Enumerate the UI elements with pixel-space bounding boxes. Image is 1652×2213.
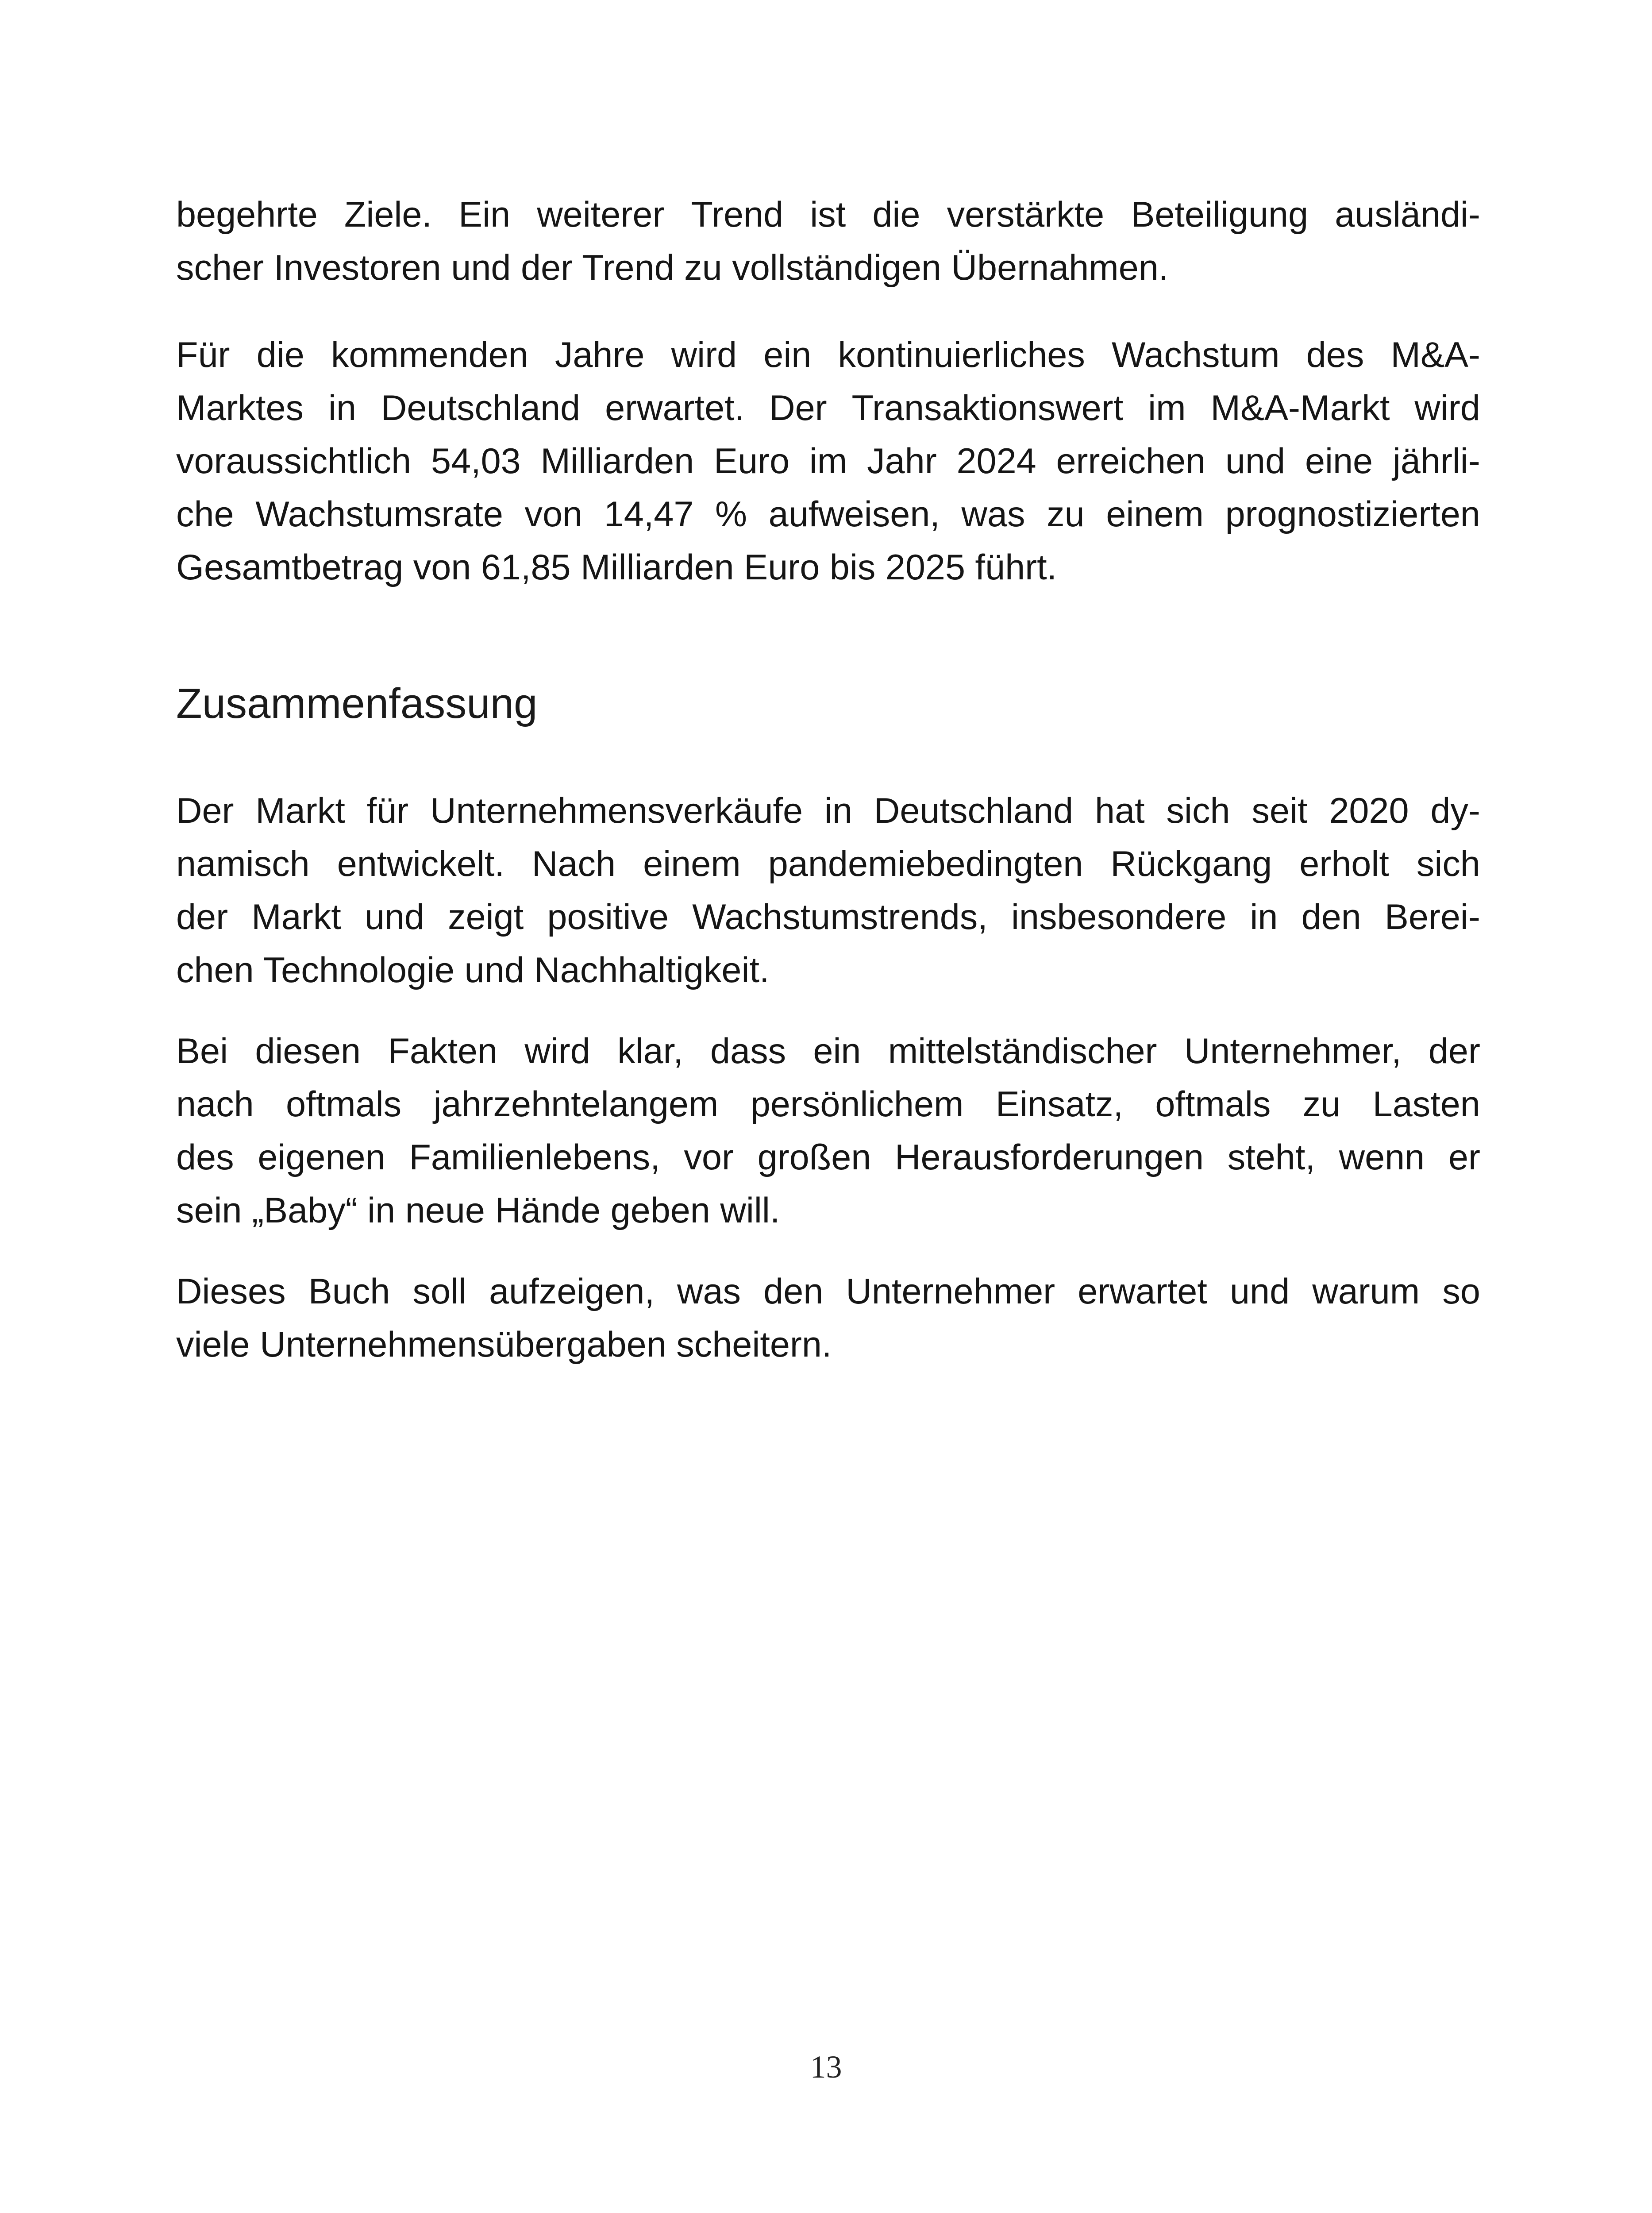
word: erholt (1299, 844, 1389, 884)
word: 54,03 (431, 441, 521, 481)
text-line: chen Technologie und Nachhaltigkeit. (176, 950, 770, 990)
word: klar, (617, 1031, 683, 1071)
word: so (1442, 1272, 1480, 1311)
word: wird (1414, 388, 1480, 428)
word: den (763, 1272, 824, 1311)
word: diesen (255, 1031, 361, 1071)
word: einem (1106, 494, 1204, 534)
word: und (1229, 1272, 1290, 1311)
word: Für (176, 335, 230, 375)
paragraph-trends (176, 188, 1480, 294)
word: Ein (458, 195, 511, 235)
word: warum (1312, 1272, 1420, 1311)
text-line (176, 1078, 1480, 1131)
word: ausländi- (1335, 195, 1480, 235)
word: jährli- (1392, 441, 1480, 481)
word: einem (643, 844, 741, 884)
word: die (256, 335, 304, 375)
word: voraussichtlich (176, 441, 412, 481)
paragraph-summary (176, 784, 1480, 997)
word: wenn (1339, 1137, 1425, 1177)
word: Nach (531, 844, 616, 884)
word: Milliarden (540, 441, 694, 481)
word: Fakten (388, 1031, 498, 1071)
word: Euro (713, 441, 790, 481)
word: des (1306, 335, 1364, 375)
word: 2024 (956, 441, 1036, 481)
word: zu (1302, 1084, 1341, 1124)
text-line: sein „Baby“ in neue Hände geben will. (176, 1191, 780, 1230)
word: eine (1305, 441, 1373, 481)
paragraph-forecast (176, 328, 1480, 594)
word: aufzeigen, (489, 1272, 655, 1311)
text-line: Gesamtbetrag von 61,85 Milliarden Euro bis 2025 führt. (176, 547, 1057, 587)
word: den (1301, 897, 1361, 937)
word: mittelständischer (888, 1031, 1157, 1071)
word: in (328, 388, 356, 428)
text-line (176, 837, 1480, 891)
word: dass (710, 1031, 786, 1071)
word: Markt (251, 897, 341, 937)
word: Wachstumstrends, (692, 897, 988, 937)
word: entwickelt. (337, 844, 504, 884)
word: und (1225, 441, 1286, 481)
word: im (1148, 388, 1186, 428)
word: namisch (176, 844, 310, 884)
text-line (176, 435, 1480, 488)
text-line (176, 328, 1480, 382)
word: des (176, 1137, 234, 1177)
word: kommenden (331, 335, 528, 375)
word: aufweisen, (768, 494, 940, 534)
paragraph-book-purpose (176, 1265, 1480, 1371)
word: Marktes (176, 388, 304, 428)
word: Markt (255, 791, 345, 831)
text-line (176, 891, 1480, 944)
word: Deutschland (381, 388, 581, 428)
word: weiterer (537, 195, 665, 235)
word: erwartet (1078, 1272, 1207, 1311)
word: der (176, 897, 228, 937)
word: zu (1047, 494, 1085, 534)
text-line (176, 784, 1480, 837)
word: erwartet. (605, 388, 745, 428)
word: steht, (1227, 1137, 1315, 1177)
word: 14,47 (604, 494, 694, 534)
word: und (364, 897, 424, 937)
word: % (715, 494, 747, 534)
word: soll (412, 1272, 466, 1311)
word: Transaktionswert (851, 388, 1124, 428)
word: ist (810, 195, 846, 235)
word: seit (1252, 791, 1308, 831)
word: Dieses (176, 1272, 286, 1311)
word: Herausforderungen (895, 1137, 1204, 1177)
text-line (176, 1265, 1480, 1318)
word: für (366, 791, 409, 831)
text-line (176, 1025, 1480, 1078)
text-line (176, 188, 1480, 241)
word: nach (176, 1084, 254, 1124)
word: Familienlebens, (409, 1137, 660, 1177)
word: Der (769, 388, 827, 428)
word: Buch (308, 1272, 390, 1311)
word: großen (757, 1137, 871, 1177)
section-heading: Zusammenfassung (176, 680, 538, 727)
word: Trend (691, 195, 784, 235)
word: Unternehmer (846, 1272, 1055, 1311)
word: im (809, 441, 847, 481)
word: erreichen (1056, 441, 1206, 481)
word: M&A-Markt (1210, 388, 1390, 428)
paragraph-challenges (176, 1025, 1480, 1237)
word: Einsatz, (995, 1084, 1123, 1124)
word: 2020 (1329, 791, 1409, 831)
word: M&A- (1390, 335, 1480, 375)
word: in (1250, 897, 1278, 937)
word: Rückgang (1110, 844, 1272, 884)
text-line (176, 382, 1480, 435)
word: Der (176, 791, 234, 831)
word: Berei- (1384, 897, 1480, 937)
word: Beteiligung (1131, 195, 1309, 235)
word: Ziele. (344, 195, 432, 235)
text-line (176, 488, 1480, 541)
word: Lasten (1372, 1084, 1480, 1124)
word: sich (1166, 791, 1230, 831)
word: Bei (176, 1031, 228, 1071)
word: Wachstum (1111, 335, 1280, 375)
text-line: scher Investoren und der Trend zu vollständigen Übernahmen. (176, 248, 1169, 288)
word: von (524, 494, 583, 534)
word: kontinuierliches (838, 335, 1085, 375)
word: ein (763, 335, 812, 375)
word: die (872, 195, 920, 235)
word: Jahre (555, 335, 645, 375)
word: pandemiebedingten (768, 844, 1083, 884)
word: oftmals (286, 1084, 402, 1124)
word: persönlichem (750, 1084, 964, 1124)
word: was (961, 494, 1025, 534)
word: begehrte (176, 195, 318, 235)
word: er (1448, 1137, 1480, 1177)
word: Wachstumsrate (255, 494, 503, 534)
word: Jahr (867, 441, 937, 481)
word: Unternehmensverkäufe (430, 791, 803, 831)
word: prognostizierten (1225, 494, 1480, 534)
text-line (176, 1131, 1480, 1184)
word: positive (547, 897, 669, 937)
word: che (176, 494, 234, 534)
word: Unternehmer, (1184, 1031, 1402, 1071)
word: oftmals (1155, 1084, 1271, 1124)
word: was (677, 1272, 741, 1311)
word: wird (524, 1031, 590, 1071)
text-line: viele Unternehmensübergaben scheitern. (176, 1325, 832, 1365)
word: der (1428, 1031, 1480, 1071)
word: Deutschland (874, 791, 1074, 831)
word: jahrzehntelangem (433, 1084, 719, 1124)
word: insbesondere (1011, 897, 1227, 937)
word: sich (1416, 844, 1480, 884)
word: dy- (1430, 791, 1480, 831)
word: verstärkte (947, 195, 1105, 235)
word: vor (684, 1137, 734, 1177)
word: ein (813, 1031, 861, 1071)
page-number: 13 (810, 2049, 842, 2085)
word: eigenen (258, 1137, 385, 1177)
word: wird (671, 335, 737, 375)
word: in (824, 791, 853, 831)
word: zeigt (448, 897, 524, 937)
word: hat (1095, 791, 1145, 831)
